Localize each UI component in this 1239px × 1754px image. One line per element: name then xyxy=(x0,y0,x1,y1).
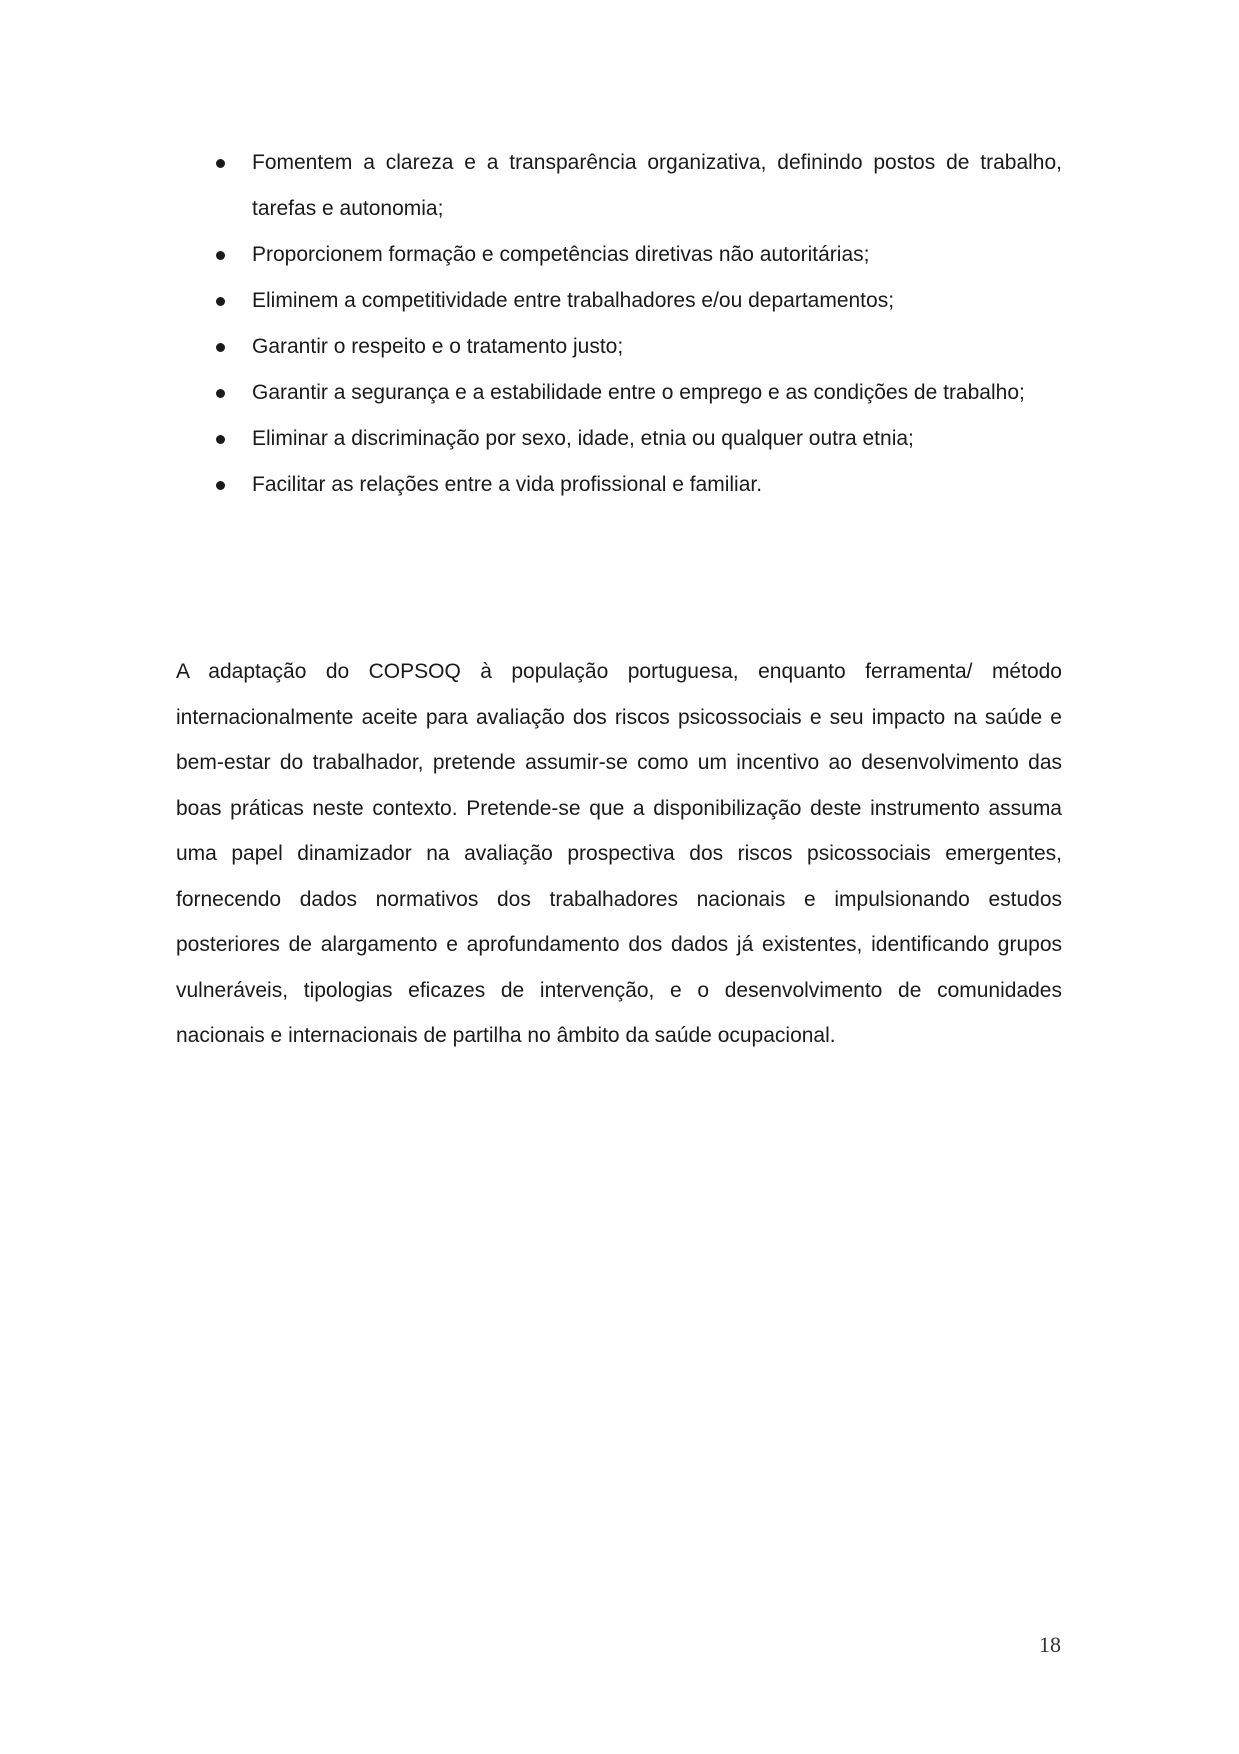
list-item-text: Garantir a segurança e a estabilidade entre o emprego e as condições de trabalho; xyxy=(252,381,1025,404)
bullet-icon xyxy=(216,481,225,490)
list-item xyxy=(214,370,1062,416)
list-item-text: Garantir o respeito e o tratamento justo; xyxy=(252,335,624,358)
bullet-icon xyxy=(216,159,225,168)
list-item xyxy=(214,278,1062,324)
list-item xyxy=(214,140,1062,232)
list-item-text: Eliminar a discriminação por sexo, idade, etnia ou qualquer outra etnia; xyxy=(252,427,914,450)
list-item-text: Proporcionem formação e competências diretivas não autoritárias; xyxy=(252,243,870,266)
bullet-icon xyxy=(216,343,225,352)
bullet-icon xyxy=(216,435,225,444)
list-item xyxy=(214,324,1062,370)
page-number: 18 xyxy=(1039,1632,1061,1657)
list-item-text: Eliminem a competitividade entre trabalhadores e/ou departamentos; xyxy=(252,289,895,312)
bullet-icon xyxy=(216,297,225,306)
bullet-icon xyxy=(216,251,225,260)
list-item-text: Fomentem a clareza e a transparência organizativa, definindo postos de trabalho, tarefas e autonomia; xyxy=(252,151,1062,220)
body-paragraph: A adaptação do COPSOQ à população portuguesa, enquanto ferramenta/ método internacionalmente aceite para avaliação dos riscos psicossociais e seu impacto na saúde e bem-estar do trabalhador, pretende assumir-se como um incentivo ao desenvolvimento das boas práticas neste contexto. Pretende-se que a disponibilização deste instrumento assuma uma papel dinamizador na avaliação prospectiva dos riscos psicossociais emergentes, fornecendo dados normativos dos trabalhadores nacionais e impulsionando estudos posteriores de alargamento e aprofundamento dos dados já existentes, identificando grupos vulneráveis, tipologias eficazes de intervenção, e o desenvolvimento de comunidades nacionais e internacionais de partilha no âmbito da saúde ocupacional. xyxy=(176,660,1062,1047)
list-item xyxy=(214,462,1062,508)
bullet-icon xyxy=(216,389,225,398)
bullet-list xyxy=(214,140,1062,508)
list-item-text: Facilitar as relações entre a vida profissional e familiar. xyxy=(252,473,763,496)
list-item xyxy=(214,232,1062,278)
list-item xyxy=(214,416,1062,462)
